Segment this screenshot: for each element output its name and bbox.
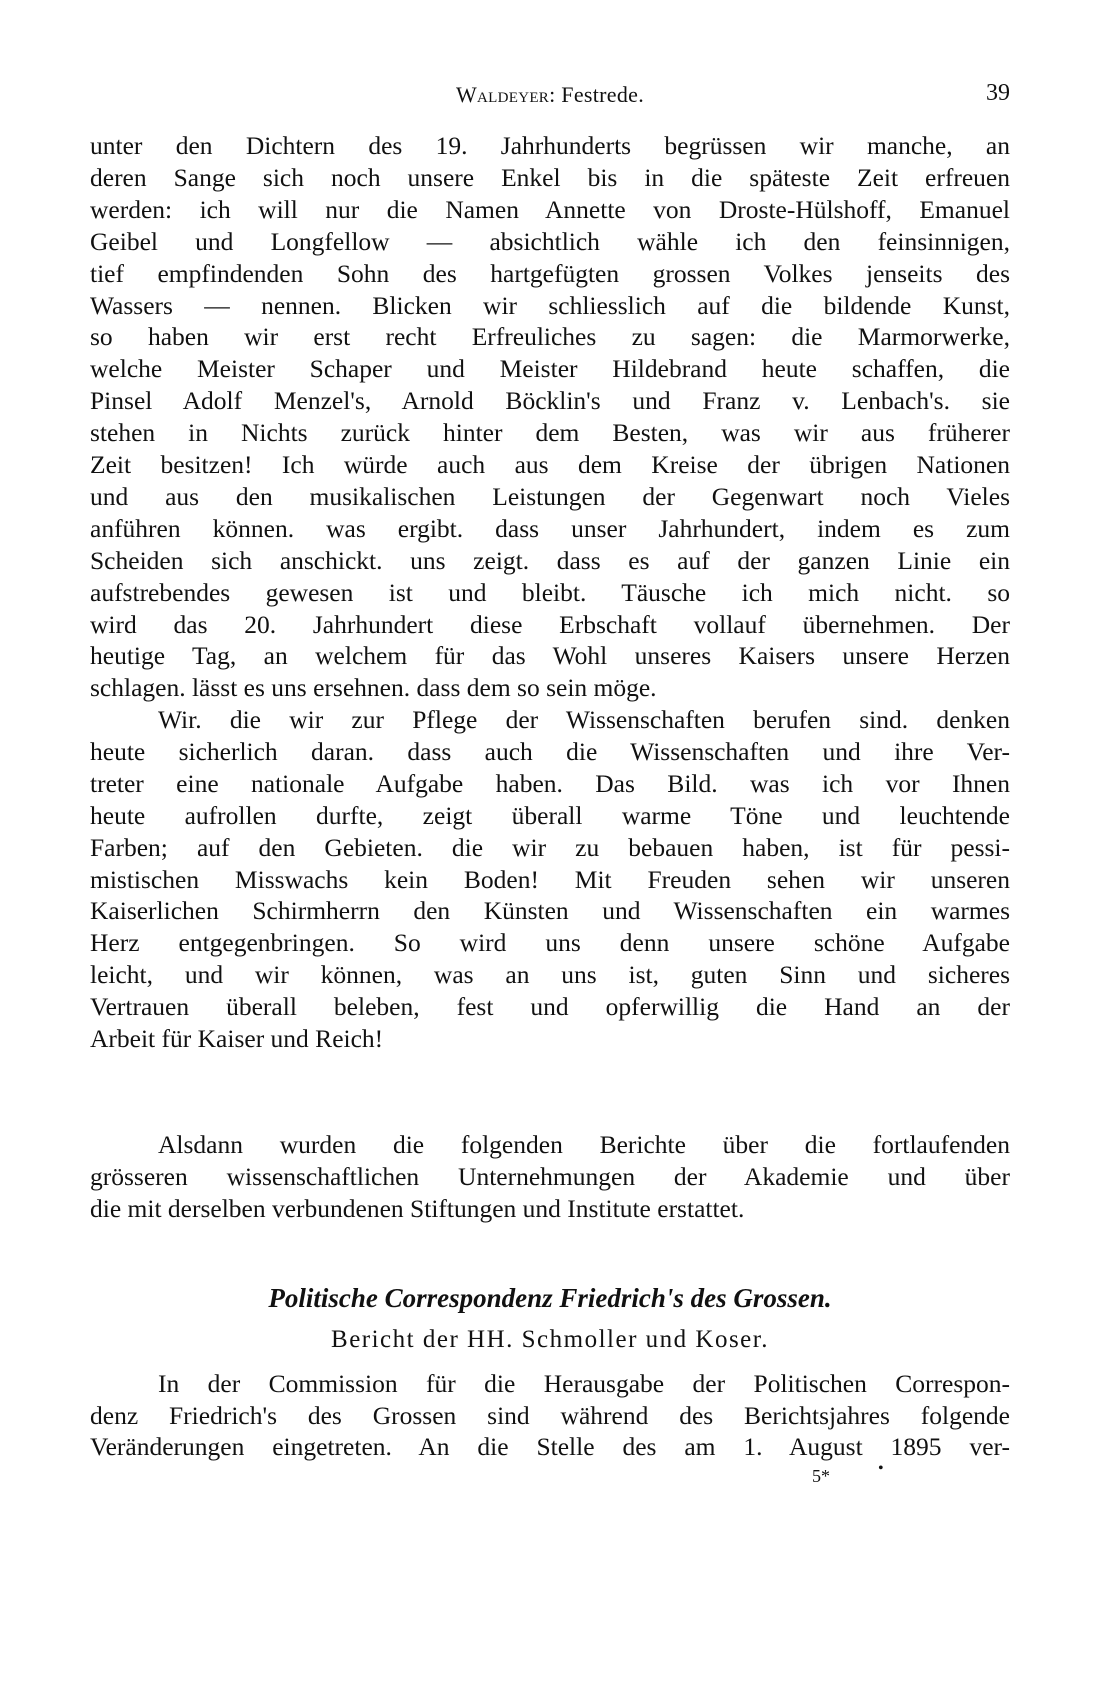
section-title: Politische Correspondenz Friedrich's des Grossen. [268,1283,832,1313]
text-line: Wir. die wir zur Pflege der Wissenschaften berufen sind. denken [158,705,1010,734]
text-line: heute aufrollen durfte, zeigt überall warme Töne und leuchtende [90,800,1010,830]
text-line: grösseren wissenschaftlichen Unternehmungen der Akademie und über [90,1162,1010,1191]
page-number: 39 [986,80,1010,106]
text-line: denz Friedrich's des Grossen sind während des Berichtsjahres folgende [90,1400,1010,1430]
text-line: die mit derselben verbundenen Stiftungen und Institute erstattet. [90,1194,745,1223]
signature-mark: 5* [812,1466,830,1486]
running-header-title: : Festrede. [549,82,645,107]
running-header [0,82,1100,108]
text-line: deren Sange sich noch unsere Enkel bis in die späteste Zeit erfreuen [90,162,1010,192]
text-line: Wassers — nennen. Blicken wir schliesslich auf die bildende Kunst, [90,290,1010,320]
text-line: Veränderungen eingetreten. An die Stelle des am 1. August 1895 ver- [90,1432,1010,1461]
running-header-author: Waldeyer [455,82,550,107]
text-line: wird das 20. Jahrhundert diese Erbschaft vollauf übernehmen. Der [90,609,1010,639]
text-line: In der Commission für die Herausgabe der Politischen Correspon- [158,1369,1010,1398]
text-line: Arbeit für Kaiser und Reich! [90,1024,384,1053]
text-line: anführen können. was ergibt. dass unser Jahrhundert, indem es zum [90,513,1010,543]
text-line: unter den Dichtern des 19. Jahrhunderts begrüssen wir manche, an [90,131,1010,160]
section-subtitle: Bericht der HH. Schmoller und Koser. [331,1326,769,1353]
text-line: Zeit besitzen! Ich würde auch aus dem Kreise der übrigen Nationen [90,450,1010,479]
stray-mark: • [878,1460,884,1477]
text-line: Scheiden sich anschickt. uns zeigt. dass es auf der ganzen Linie ein [90,545,1010,575]
text-line: Geibel und Longfellow — absichtlich wähle ich den feinsinnigen, [90,226,1010,256]
text-line: aufstrebendes gewesen ist und bleibt. Täusche ich mich nicht. so [90,577,1010,607]
text-line: Vertrauen überall beleben, fest und opferwillig die Hand an der [90,992,1010,1022]
text-line: Kaiserlichen Schirmherrn den Künsten und Wissenschaften ein warmes [90,896,1010,926]
text-line: und aus den musikalischen Leistungen der Gegenwart noch Vieles [90,481,1010,511]
text-line: stehen in Nichts zurück hinter dem Besten, was wir aus früherer [90,418,1010,448]
text-line: mistischen Misswachs kein Boden! Mit Freuden sehen wir unseren [90,864,1010,894]
text-line: leicht, und wir können, was an uns ist, guten Sinn und sicheres [90,960,1010,990]
text-line: Farben; auf den Gebieten. die wir zu bebauen haben, ist für pessi- [90,832,1010,862]
text-line: welche Meister Schaper und Meister Hildebrand heute schaffen, die [90,354,1010,384]
text-line: heutige Tag, an welchem für das Wohl unseres Kaisers unsere Herzen [90,641,1010,671]
text-line: werden: ich will nur die Namen Annette von Droste-Hülshoff, Emanuel [90,194,1010,224]
text-line: tief empfindenden Sohn des hartgefügten grossen Volkes jenseits des [90,258,1010,288]
text-line: schlagen. lässt es uns ersehnen. dass dem so sein möge. [90,673,657,703]
text-line: Pinsel Adolf Menzel's, Arnold Böcklin's und Franz v. Lenbach's. sie [90,386,1010,416]
text-line: so haben wir erst recht Erfreuliches zu sagen: die Marmorwerke, [90,322,1010,352]
text-line: treter eine nationale Aufgabe haben. Das Bild. was ich vor Ihnen [90,768,1010,798]
text-line: heute sicherlich daran. dass auch die Wissenschaften und ihre Ver- [90,736,1010,766]
text-line: Alsdann wurden die folgenden Berichte über die fortlaufenden [158,1130,1010,1159]
text-line: Herz entgegenbringen. So wird uns denn unsere schöne Aufgabe [90,928,1010,958]
